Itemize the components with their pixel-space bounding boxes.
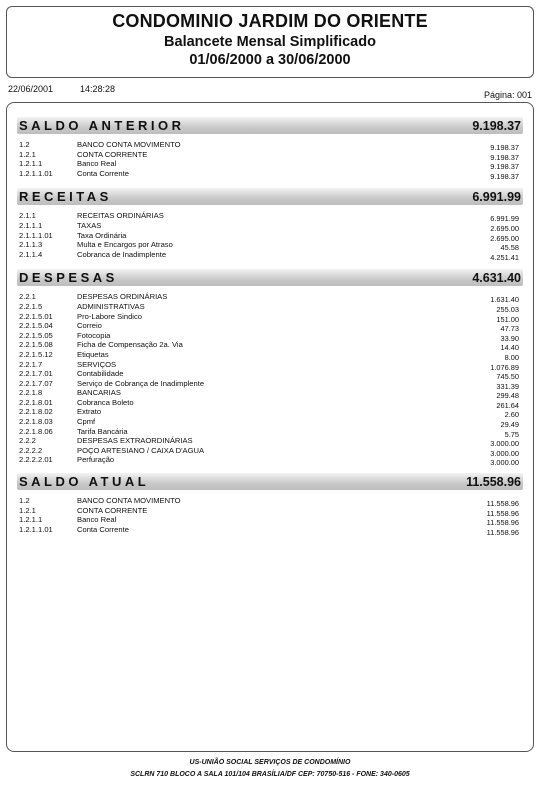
account-description: Perfuração xyxy=(77,455,115,465)
account-row xyxy=(17,240,523,253)
account-value: 11.558.96 xyxy=(486,499,519,509)
account-row xyxy=(17,331,523,341)
account-description: ADMINISTRATIVAS xyxy=(77,301,145,311)
section-rows xyxy=(17,292,523,468)
account-code: 1.2.1.1 xyxy=(19,515,43,525)
account-value: 1.076.89 xyxy=(490,362,519,372)
account-value: 3.000.00 xyxy=(490,448,519,458)
account-code: 2.2.1.8.02 xyxy=(19,407,53,417)
account-row xyxy=(17,496,523,509)
account-row xyxy=(17,525,523,535)
account-description: Banco Real xyxy=(77,515,117,525)
section-header xyxy=(17,269,523,286)
account-description: Taxa Ordinária xyxy=(77,230,127,240)
section-header xyxy=(17,473,523,490)
section-header xyxy=(17,188,523,205)
account-row xyxy=(17,407,523,420)
account-code: 2.2.1.5.12 xyxy=(19,349,53,359)
account-value: 745.50 xyxy=(496,372,519,382)
account-code: 2.2.1.5.08 xyxy=(19,340,53,350)
account-row xyxy=(17,150,523,160)
account-value: 9.198.37 xyxy=(490,162,519,172)
account-code: 2.1.1 xyxy=(19,211,36,221)
account-description: SERVIÇOS xyxy=(77,359,117,369)
account-value: 6.991.99 xyxy=(490,214,519,224)
account-code: 2.2.1.8 xyxy=(19,388,43,398)
account-row xyxy=(17,221,523,231)
account-row xyxy=(17,231,523,241)
account-description: Correio xyxy=(77,321,102,331)
footer-address: SCLRN 710 BLOCO A SALA 101/104 BRASÍLIA/DF CEP: 70750-516 - FONE: 340-0605 xyxy=(130,771,410,778)
account-code: 2.2.1.8.03 xyxy=(19,417,53,427)
section-header xyxy=(17,117,523,134)
account-code: 2.1.1.1.01 xyxy=(19,230,53,240)
account-code: 1.2.1.1.01 xyxy=(19,524,53,534)
account-value: 9.198.37 xyxy=(490,171,519,181)
account-value: 47.73 xyxy=(500,324,519,334)
account-value: 331.39 xyxy=(496,381,519,391)
print-time: 14:28:28 xyxy=(80,84,116,94)
account-code: 2.1.1.3 xyxy=(19,240,43,250)
account-row xyxy=(17,321,523,334)
report-body xyxy=(6,102,534,752)
account-value: 4.251.41 xyxy=(490,252,519,262)
account-value: 45.58 xyxy=(500,243,519,253)
section-total: 6.991.99 xyxy=(472,190,521,205)
account-row xyxy=(17,350,523,360)
account-value: 299.48 xyxy=(496,391,519,401)
account-code: 2.2.2.2 xyxy=(19,445,43,455)
page-number: Página: 001 xyxy=(483,90,532,100)
account-row xyxy=(17,506,523,516)
account-code: 2.2.1.5.01 xyxy=(19,311,53,321)
account-description: Cobranca Boleto xyxy=(77,397,134,407)
account-code: 2.2.1.8.06 xyxy=(19,426,53,436)
account-code: 2.1.1.1 xyxy=(19,220,43,230)
report-subtitle: Balancete Mensal Simplificado xyxy=(164,34,376,50)
account-value: 261.64 xyxy=(496,400,519,410)
account-code: 2.2.2.2.01 xyxy=(19,455,53,465)
section-total: 9.198.37 xyxy=(472,119,521,133)
account-row xyxy=(17,427,523,437)
account-description: BANCO CONTA MOVIMENTO xyxy=(77,496,181,506)
account-description: DESPESAS EXTRAORDINÁRIAS xyxy=(77,436,193,446)
account-value: 8.00 xyxy=(504,352,519,362)
account-value: 5.75 xyxy=(504,429,519,439)
account-code: 2.1.1.4 xyxy=(19,249,43,259)
account-row xyxy=(17,360,523,370)
report-header xyxy=(6,6,534,78)
account-description: Contabilidade xyxy=(77,369,124,379)
section-total: 11.558.96 xyxy=(466,475,521,490)
account-description: Serviço de Cobrança de Inadimplente xyxy=(77,378,205,388)
section-name: SALDO ATUAL xyxy=(19,474,150,490)
account-description: DESPESAS ORDINÁRIAS xyxy=(77,292,168,302)
section-rows xyxy=(17,211,523,262)
account-row xyxy=(17,455,523,468)
account-value: 11.558.96 xyxy=(486,518,519,528)
account-description: Banco Real xyxy=(77,159,117,169)
account-row xyxy=(17,250,523,260)
account-row xyxy=(17,140,523,150)
account-code: 2.2.2 xyxy=(19,436,36,446)
account-value: 2.695.00 xyxy=(490,233,519,243)
account-row xyxy=(17,302,523,312)
account-description: CONTA CORRENTE xyxy=(77,505,148,515)
account-description: Fotocopia xyxy=(77,330,111,340)
account-code: 1.2 xyxy=(19,140,30,149)
account-description: Tarifa Bancária xyxy=(77,426,128,436)
account-row xyxy=(17,211,523,224)
sections-container xyxy=(7,117,533,537)
account-description: Ficha de Compensação 2a. Via xyxy=(77,340,183,350)
account-description: Conta Corrente xyxy=(77,168,129,178)
account-code: 2.2.1.7 xyxy=(19,359,43,369)
account-row xyxy=(17,369,523,382)
account-row xyxy=(17,398,523,408)
account-row xyxy=(17,312,523,322)
account-row xyxy=(17,417,523,430)
account-description: Pro-Labore Sindico xyxy=(77,311,143,321)
account-row xyxy=(17,515,523,528)
account-code: 1.2 xyxy=(19,496,30,506)
section-rows xyxy=(17,140,523,181)
account-description: Etiquetas xyxy=(77,349,109,359)
account-value: 3.000.00 xyxy=(490,439,519,449)
section-name: RECEITAS xyxy=(19,189,112,205)
report-title: CONDOMINIO JARDIM DO ORIENTE xyxy=(112,11,428,31)
section-total: 4.631.40 xyxy=(472,271,521,286)
account-description: CONTA CORRENTE xyxy=(77,149,148,159)
account-description: Cobranca de Inadimplente xyxy=(77,249,167,259)
account-code: 2.2.1.5 xyxy=(19,301,43,311)
account-description: Conta Corrente xyxy=(77,524,129,534)
account-description: RECEITAS ORDINÁRIAS xyxy=(77,211,164,221)
report-period: 01/06/2000 a 30/06/2000 xyxy=(189,52,351,68)
account-code: 1.2.1 xyxy=(19,505,36,515)
account-description: Multa e Encargos por Atraso xyxy=(77,240,173,250)
account-code: 1.2.1.1 xyxy=(19,159,43,169)
account-value: 1.631.40 xyxy=(490,295,519,305)
account-value: 11.558.96 xyxy=(486,527,519,537)
account-code: 2.2.1.7.01 xyxy=(19,369,53,379)
account-description: Cpmf xyxy=(77,417,96,427)
account-description: TAXAS xyxy=(77,220,102,230)
account-code: 2.2.1.5.04 xyxy=(19,321,53,331)
section-3 xyxy=(17,473,523,537)
account-value: 33.90 xyxy=(500,333,519,343)
account-row xyxy=(17,292,523,305)
print-date: 22/06/2001 xyxy=(8,84,54,94)
account-description: BANCARIAS xyxy=(77,388,121,398)
section-name: DESPESAS xyxy=(19,270,118,286)
footer-company: US-UNIÃO SOCIAL SERVIÇOS DE CONDOMÍNIO xyxy=(189,759,351,766)
account-value: 29.49 xyxy=(500,420,519,430)
account-value: 151.00 xyxy=(496,314,519,324)
account-value: 9.198.37 xyxy=(490,152,519,162)
account-row xyxy=(17,436,523,449)
account-row xyxy=(17,379,523,389)
section-0 xyxy=(17,117,523,181)
section-2 xyxy=(17,269,523,468)
account-code: 2.2.1.5.05 xyxy=(19,330,53,340)
account-row xyxy=(17,169,523,179)
account-row xyxy=(17,446,523,456)
account-value: 11.558.96 xyxy=(486,508,519,518)
account-description: Extrato xyxy=(77,407,102,417)
section-name: SALDO ANTERIOR xyxy=(19,118,185,133)
section-rows xyxy=(17,496,523,537)
account-row xyxy=(17,159,523,172)
account-code: 1.2.1 xyxy=(19,149,36,159)
account-value: 14.40 xyxy=(500,343,519,353)
account-code: 1.2.1.1.01 xyxy=(19,168,53,178)
account-row xyxy=(17,388,523,401)
account-code: 2.2.1.8.01 xyxy=(19,397,53,407)
account-value: 2.695.00 xyxy=(490,223,519,233)
section-1 xyxy=(17,188,523,262)
account-code: 2.2.1.7.07 xyxy=(19,378,53,388)
account-description: BANCO CONTA MOVIMENTO xyxy=(77,140,181,149)
account-value: 2.60 xyxy=(504,410,519,420)
account-code: 2.2.1 xyxy=(19,292,36,302)
account-row xyxy=(17,340,523,353)
account-description: POÇO ARTESIANO / CAIXA D'AGUA xyxy=(77,445,205,455)
account-value: 9.198.37 xyxy=(490,143,519,152)
account-value: 3.000.00 xyxy=(490,458,519,468)
account-value: 255.03 xyxy=(496,304,519,314)
